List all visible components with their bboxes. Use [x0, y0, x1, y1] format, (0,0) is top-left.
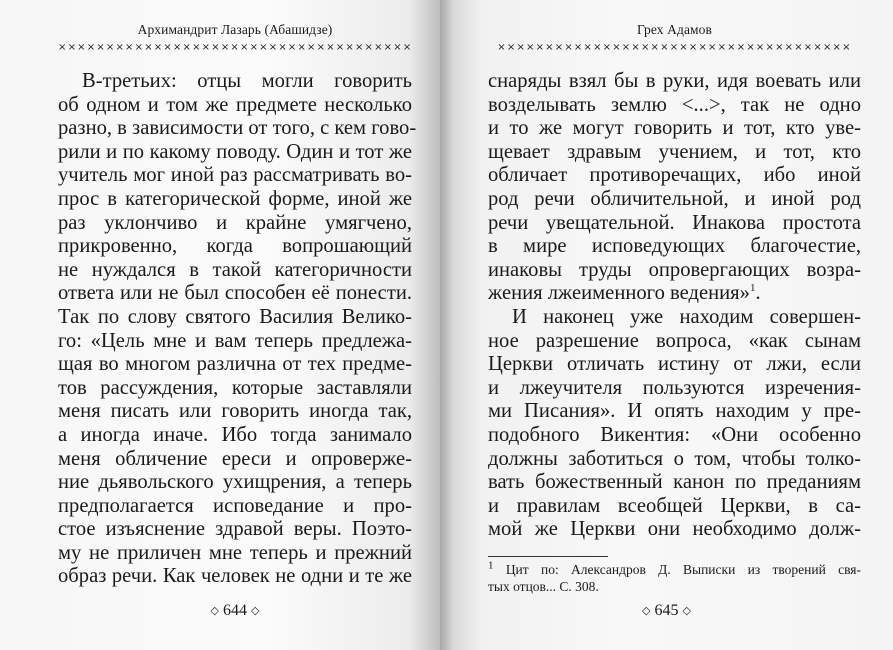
- text-line: го: «Цель мне и вам теперь предлежа-: [58, 329, 412, 352]
- text-line: речи увещательной. Инакова простота: [488, 211, 861, 234]
- text-line: раз уклончиво и крайне умягчено,: [58, 211, 412, 234]
- text-line: инаковы труды опровергающих возра-: [488, 258, 861, 281]
- text-line: возделывать землю <...>, так не одно: [488, 93, 861, 116]
- header-ornament: ×××××××××××××××××××××××××××××××××××××: [58, 42, 412, 53]
- running-head-chapter: Грех Адамов: [636, 22, 713, 37]
- text-line: рили и по какому поводу. Один и тот же: [58, 140, 412, 163]
- text-line: обличает противоречащих, ибо иной: [488, 164, 861, 187]
- text-line: не нуждался в такой категоричности: [58, 258, 412, 281]
- text-line: И наконец уже находим совершен-: [512, 305, 861, 328]
- text-line: меня обличение ереси и опроверже-: [58, 447, 412, 470]
- text-line: подобного Викентия: «Они особенно: [488, 423, 861, 446]
- text-line: образ речи. Как человек не одни и те же: [58, 565, 412, 588]
- footnote-line-text: Цит по: Александров Д. Выписки из творений свя-: [505, 561, 862, 577]
- text-line: В-третьих: отцы могли говорить: [82, 70, 412, 92]
- diamond-ornament-icon: ◇: [642, 604, 651, 617]
- diamond-ornament-icon: ◇: [682, 604, 691, 617]
- text-line: а иногда иначе. Ибо тогда занимало: [58, 423, 412, 446]
- text-line: тов рассуждения, которые заставляли: [58, 376, 412, 399]
- text-line: снаряды взял бы в руки, идя воевать или: [488, 70, 861, 92]
- footnote-line: тых отцов... С. 308.: [488, 578, 599, 594]
- right-page: [440, 0, 893, 650]
- text-line: жения лжеименного ведения»$^1$.: [488, 282, 761, 305]
- page-number: [440, 602, 893, 620]
- text-line: разно, в зависимости от того, с кем гово-: [58, 117, 417, 140]
- text-line: учитель мог иной раз рассматривать во-: [58, 164, 412, 187]
- text-line: об одном и том же предмете несколько: [58, 93, 412, 116]
- text-line: должны заботиться о том, чтобы толко-: [488, 447, 861, 470]
- text-line: Церкви отличать истину от лжи, если: [488, 353, 861, 376]
- text-line: род речи обличительной, и иной род: [488, 187, 861, 210]
- text-line: ми Писания». И опять находим у пре-: [488, 400, 861, 423]
- text-line: предполагается исповедание и про-: [58, 494, 412, 517]
- text-line-content: жения лжеименного ведения»: [488, 282, 750, 305]
- page-number-value: 645: [654, 602, 679, 619]
- text-line: и правилам всеобщей Церкви, в са-: [488, 494, 861, 517]
- text-line: и то же могут говорить и тот, кто уве-: [488, 117, 861, 140]
- text-line: щая во многом различна от тех предме-: [58, 353, 412, 376]
- text-line: щевает здравым учением, и тот, кто: [488, 140, 861, 163]
- text-line: меня писать или говорить иногда так,: [58, 400, 412, 423]
- text-line: прикровенно, когда вопрошающий: [58, 235, 412, 258]
- text-line: Так по слову святого Василия Велико-: [58, 305, 412, 328]
- footnote-divider: [488, 556, 608, 557]
- footnote-reference[interactable]: 1: [749, 282, 756, 295]
- diamond-ornament-icon: ◇: [251, 604, 260, 617]
- text-line: ние дьявольского ухищрения, а теперь: [58, 471, 412, 494]
- left-page: [0, 0, 440, 650]
- text-line: и лжеучителя пользуются изречения-: [488, 376, 861, 399]
- text-line: мой же Церкви они необходимо долж-: [488, 518, 861, 541]
- footnote-marker: 1: [488, 559, 494, 572]
- text-line: в мире исповедующих благочестие,: [488, 235, 861, 258]
- text-line: му не приличен мне теперь и прежний: [58, 541, 412, 564]
- page-number-value: 644: [223, 602, 247, 619]
- running-head-author: Архимандрит Лазарь (Абашидзе): [137, 22, 333, 37]
- text-line: ответа или не был способен её понести.: [58, 282, 412, 305]
- left-body-text: [58, 70, 417, 589]
- footnote: [488, 561, 861, 595]
- footnote-line: [488, 561, 861, 578]
- diamond-ornament-icon: ◇: [210, 604, 219, 617]
- text-line: стое изъяснение здравой веры. Поэто-: [58, 518, 412, 541]
- header-ornament: ×××××××××××××××××××××××××××××××××××××: [497, 42, 852, 53]
- right-body-text: [488, 70, 861, 542]
- text-line: прос в категорической форме, иной же: [58, 187, 412, 210]
- text-line: вать божественный канон по преданиям: [488, 471, 861, 494]
- text-line: ное разрешение вопроса, «как сынам: [488, 329, 861, 352]
- page-number: [0, 602, 440, 620]
